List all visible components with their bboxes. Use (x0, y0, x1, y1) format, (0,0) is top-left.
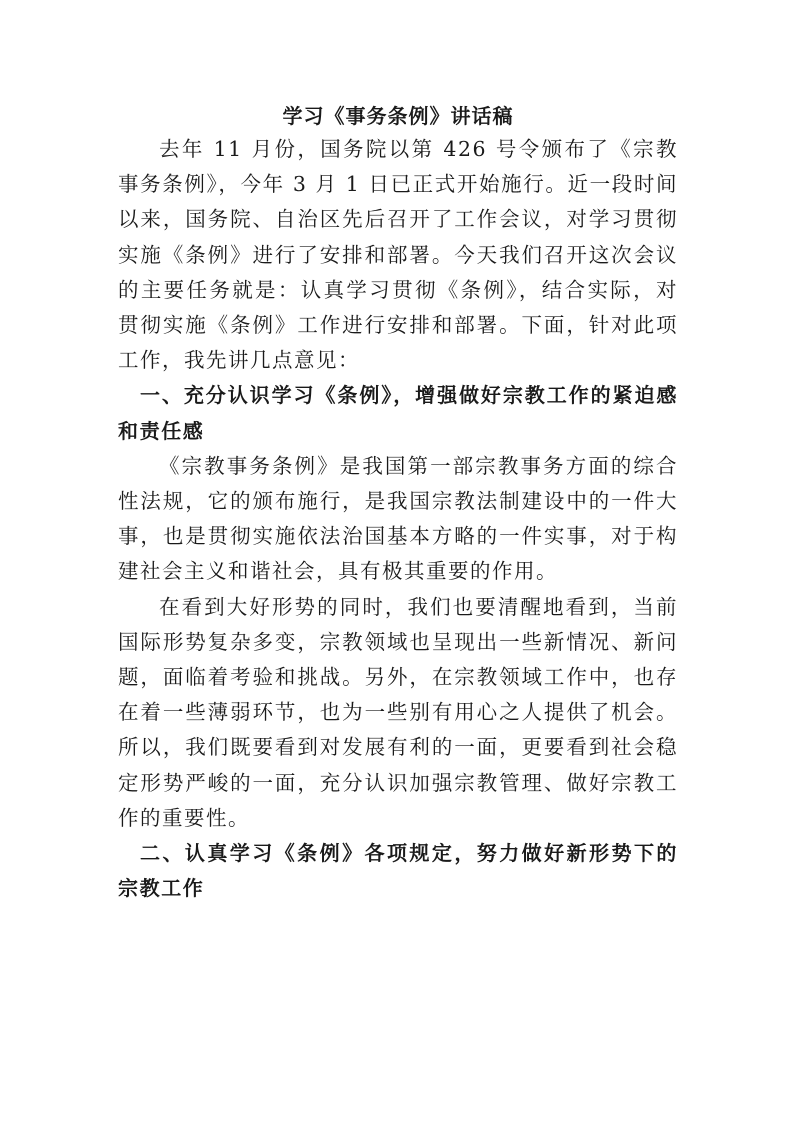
document-title: 学习《事务条例》讲话稿 (282, 104, 514, 128)
document-body (118, 100, 678, 906)
paragraph-intro: 去年 11 月份，国务院以第 426 号令颁布了《宗教事务条例》，今年 3 月 1 日已正式开始施行。近一段时间以来，国务院、自治区先后召开了工作会议，对学习贯彻实施《条例》进行了安排和部署。今天我们召开这次会议的主要任务就是：认真学习贯彻《条例》，结合实际，对贯彻实施《条例》工作进行安排和部署。下面，针对此项工作，我先讲几点意见： (118, 137, 678, 373)
section-heading-1: 一、充分认识学习《条例》，增强做好宗教工作的紧迫感和责任感 (118, 383, 678, 443)
paragraph-situation: 在看到大好形势的同时，我们也要清醒地看到，当前国际形势复杂多变，宗教领域也呈现出一些新情况、新问题，面临着考验和挑战。另外，在宗教领域工作中，也存在着一些薄弱环节，也为一些别有用心之人提供了机会。所以，我们既要看到对发展有利的一面，更要看到社会稳定形势严峻的一面，充分认识加强宗教管理、做好宗教工作的重要性。 (118, 594, 678, 830)
paragraph-regulation-significance: 《宗教事务条例》是我国第一部宗教事务方面的综合性法规，它的颁布施行，是我国宗教法制建设中的一件大事，也是贯彻实施依法治国基本方略的一件实事，对于构建社会主义和谐社会，具有极其重要的作用。 (118, 453, 678, 584)
section-heading-2: 二、认真学习《条例》各项规定，努力做好新形势下的宗教工作 (118, 841, 678, 901)
